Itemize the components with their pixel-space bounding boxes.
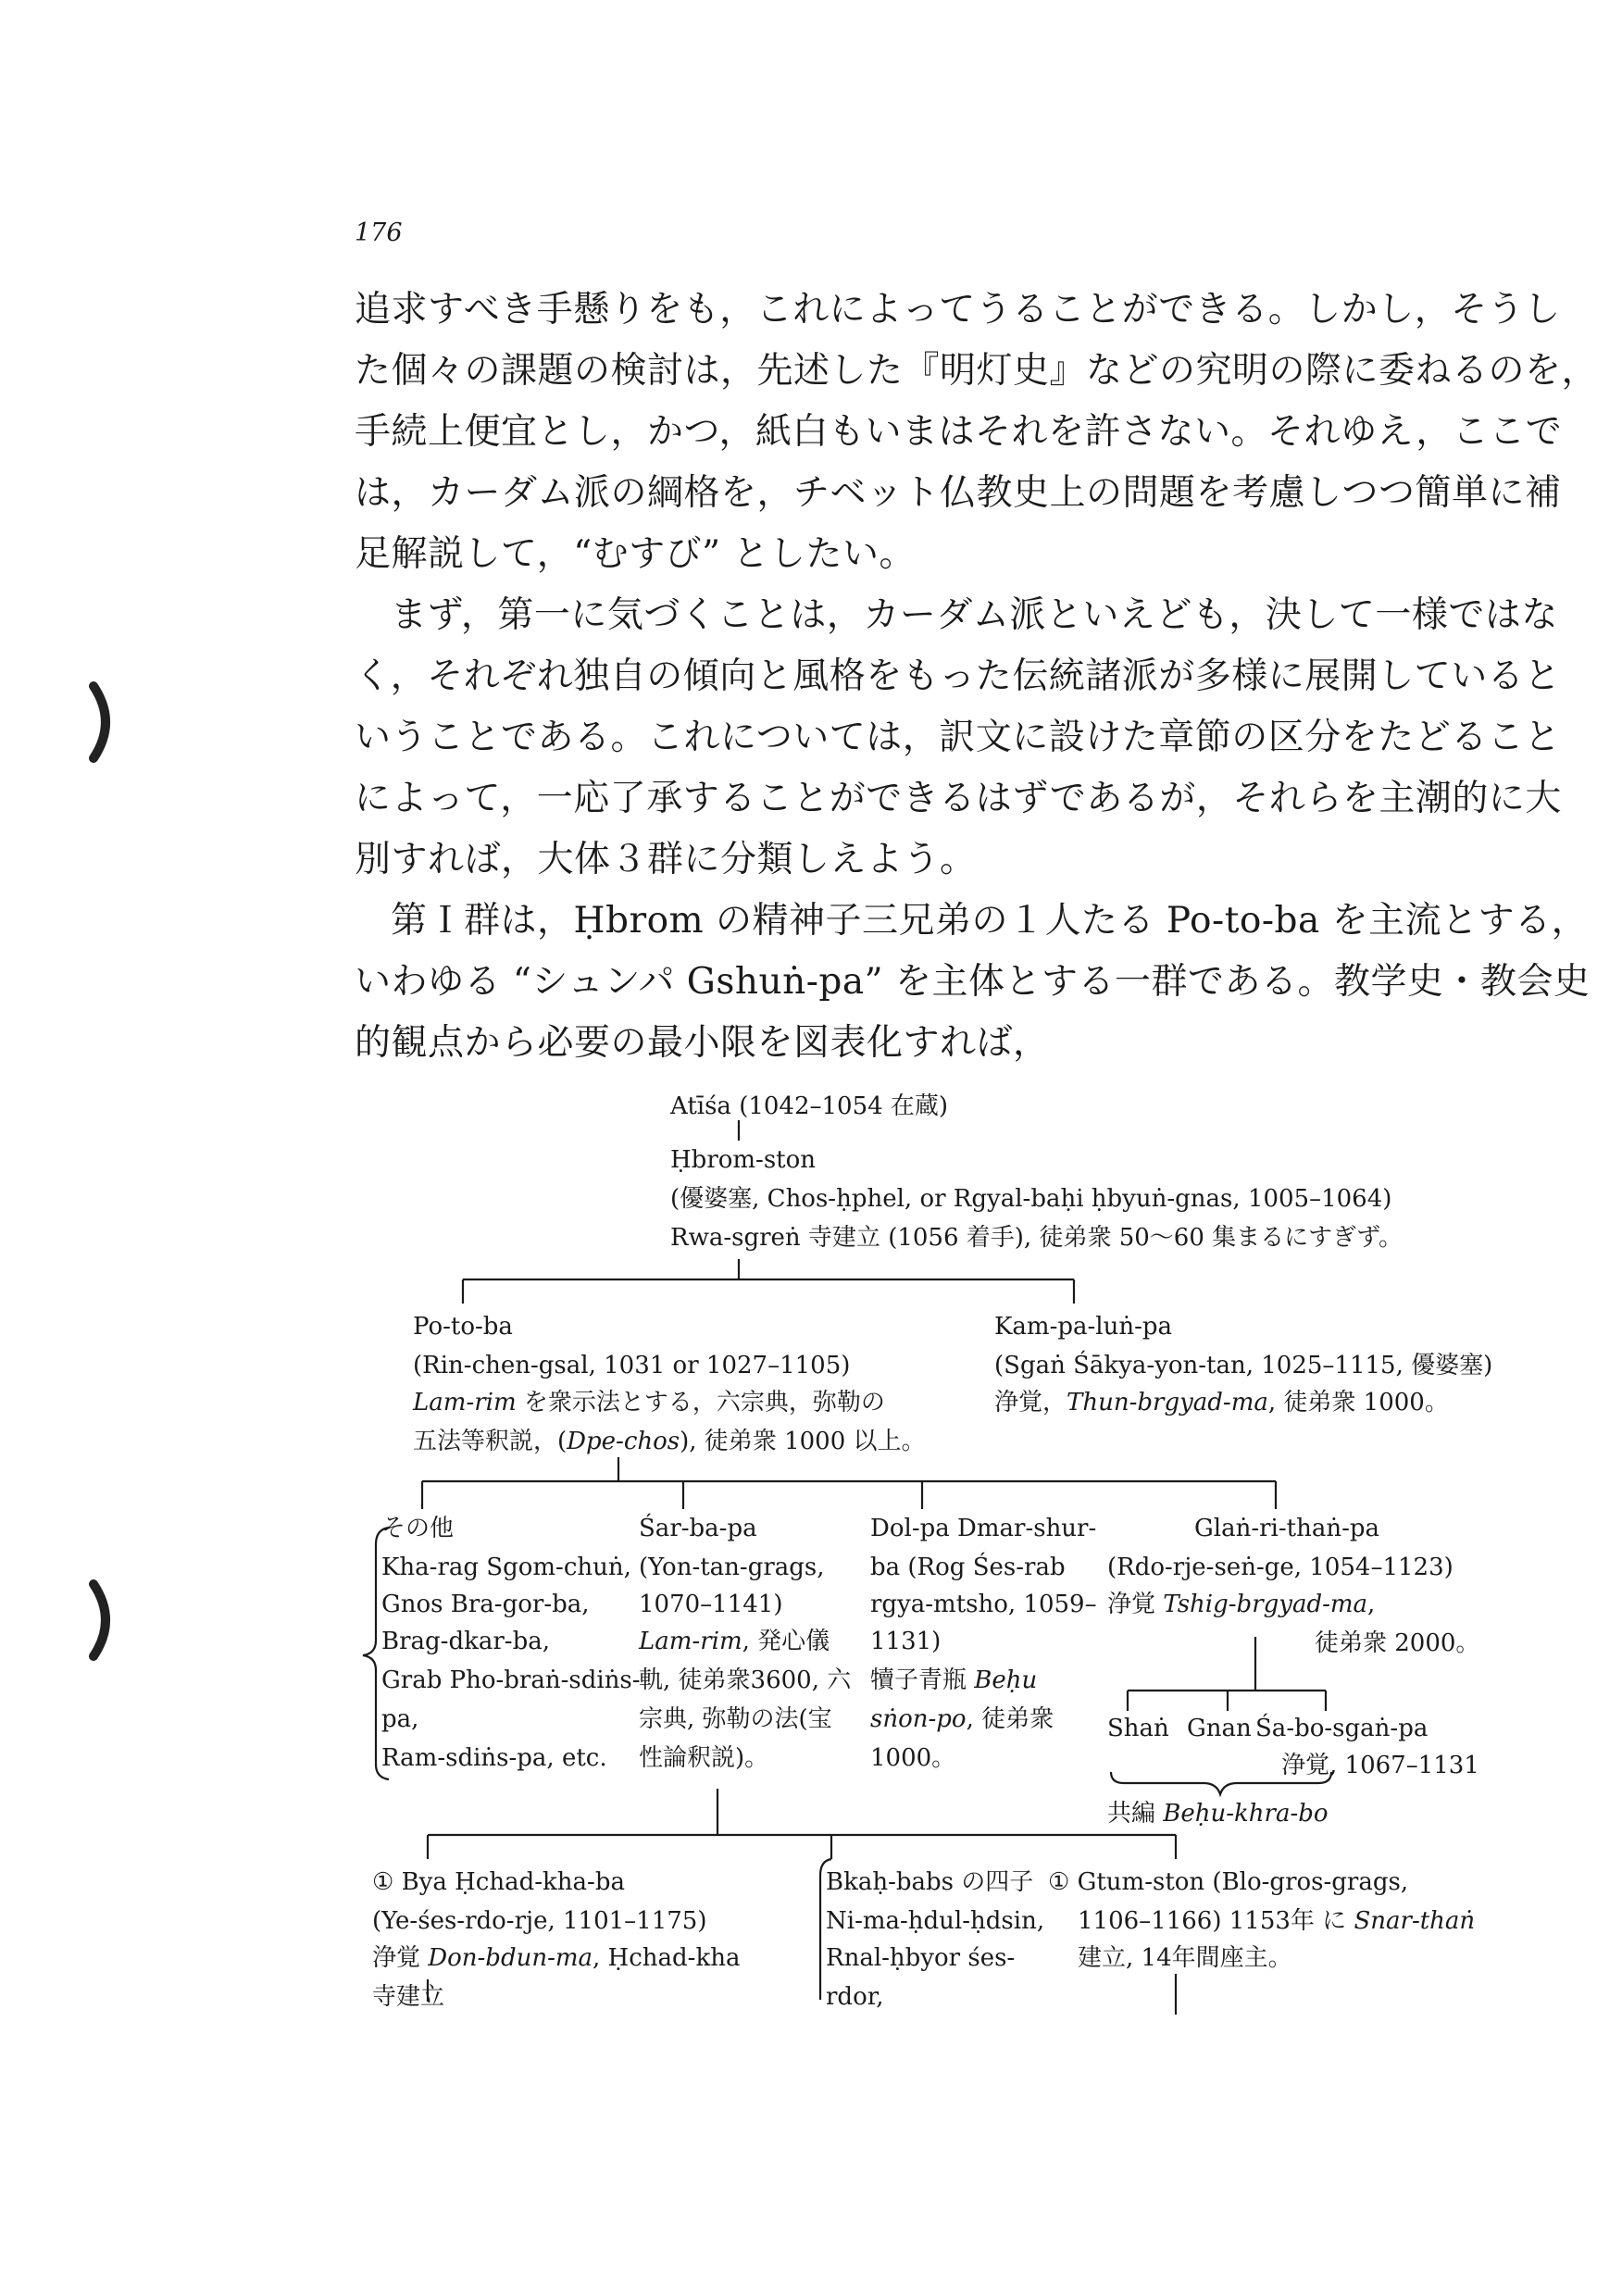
paragraph-3 [355,891,1591,1074]
others-entry: Brag-dkar-ba, [381,1628,550,1655]
others-entry: Gnos Bra-gor-ba, [381,1591,590,1618]
text-line: いわゆる “シュンパ Gshuṅ-pa” を主体とする一群である。教学史・教会史 [355,961,1591,1003]
bya-detail: 寺建立 [372,1983,445,2011]
text-span: 浄覚， [994,1389,1067,1416]
text-line: 第Ｉ群は，Ḥbrom の精神子三兄弟の１人たる Po-to-ba を主流とする， [391,900,1589,942]
title-italic: Beḥu-khra-bo [1163,1800,1329,1828]
potoba-detail [413,1428,926,1455]
text-line: いうことである。これについては，訳文に設けた章節の区分をたどること [355,717,1561,758]
gtum-name: ① Gtum-ston (Blo-gros-grags, [1048,1868,1409,1896]
title-italic: Lam-rim [639,1628,742,1655]
hbrom-detail: Rwa-sgreṅ 寺建立 (1056 着手), 徒弟衆 50〜60 集まるにすぎず。 [670,1224,1404,1252]
text-span: を衆示法とする，六宗典，弥勒の [516,1389,885,1416]
text-span: , Ḥchad-kha [593,1944,741,1972]
bya-detail: (Ye-śes-rdo-rje, 1101–1175) [372,1907,707,1935]
dolpa-name: Dol-pa Dmar-shur- [870,1515,1097,1542]
title-italic: Lam-rim [413,1389,517,1416]
text-span: 五法等釈説，( [413,1428,568,1455]
sarba-detail: 性論釈説)。 [639,1744,769,1772]
text-line: 足解説して，“むすび” としたい。 [355,533,916,575]
text-span: , [1367,1591,1376,1618]
text-span: , 徒弟衆 [966,1705,1054,1733]
title-italic: Snar-thaṅ [1354,1907,1476,1935]
bkah-detail: Rnal-ḥbyor śes- [826,1944,1016,1972]
dolpa-detail [870,1705,1054,1733]
title-italic: Don-bdun-ma [428,1944,593,1972]
title-italic: Dpe-chos [567,1428,680,1455]
bkah-detail: Ni-ma-ḥdul-ḥdsin, [826,1907,1045,1935]
joint-compilation [1107,1800,1329,1828]
title-italic: Beḥu [974,1666,1038,1694]
sarba-detail: 宗典, 弥勒の法(宝 [639,1705,832,1733]
title-italic: Tshig-brgyad-ma [1163,1591,1368,1618]
sarba-detail: 1070–1141) [639,1591,783,1618]
gnan-name: Gnan [1187,1715,1252,1742]
potoba-detail: (Rin-chen-gsal, 1031 or 1027–1105) [413,1352,851,1379]
text-span: ), 徒弟衆 1000 以上。 [680,1428,926,1455]
dolpa-detail: ba (Rog Śes-rab [870,1554,1066,1581]
gtum-detail [1078,1907,1475,1935]
title-italic: sṅon-po [870,1705,967,1733]
text-span: 犢子青瓶 [870,1666,975,1694]
others-entry: Kha-rag Sgom-chuṅ, [381,1554,631,1581]
potoba-name: Po-to-ba [413,1313,513,1341]
body-text [355,280,1599,1074]
sabo-name: Śa-bo-sgaṅ-pa [1255,1715,1429,1742]
others-entry: Grab Pho-braṅ-sdiṅs- [381,1666,641,1694]
kampa-detail: (Sgaṅ Śākya-yon-tan, 1025–1115, 優婆塞) [994,1352,1493,1379]
text-line: 別すれば，大体３群に分類しえよう。 [355,839,977,880]
hbrom-name: Ḥbrom-ston [670,1146,817,1174]
text-line: 手続上便宜とし，かつ，紙白もいまはそれを許さない。それゆえ，ここで [355,411,1563,453]
dolpa-detail: 1000。 [870,1744,956,1772]
kampa-name: Kam-pa-luṅ-pa [994,1313,1173,1341]
text-span: 浄覚 [1107,1591,1164,1618]
others-entry: Ram-sdiṅs-pa, etc. [381,1744,607,1772]
page-number: 176 [355,218,403,247]
others-entry: その他 [381,1515,455,1542]
text-line: た個々の課題の検討は，先述した『明灯史』などの究明の際に委ねるのを， [355,350,1599,392]
sabo-detail: 浄覚, 1067–1131 [1281,1752,1479,1779]
sarba-detail: 軌, 徒弟衆3600, 六 [639,1666,852,1694]
bya-name: ① Bya Ḥchad-kha-ba [372,1868,625,1896]
sarba-detail [639,1628,830,1655]
bya-detail [372,1944,740,1972]
glan-detail: 徒弟衆 2000。 [1315,1629,1480,1657]
gtum-detail: 建立, 14年間座主。 [1078,1944,1292,1972]
text-span: 浄覚 [372,1944,429,1972]
text-span: 共編 [1107,1800,1164,1828]
dolpa-detail: 1131) [870,1628,942,1655]
text-span: 1106–1166) 1153年 に [1078,1907,1354,1935]
glan-detail: (Rdo-rje-seṅ-ge, 1054–1123) [1107,1554,1454,1581]
bkah-detail: rdor, [826,1983,884,2011]
kampa-detail [994,1389,1449,1416]
potoba-detail [413,1389,885,1416]
text-span: , 徒弟衆 1000。 [1267,1389,1449,1416]
dolpa-detail: rgya-mtsho, 1059– [870,1591,1097,1618]
text-line: は，カーダム派の綱格を，チベット仏教史上の問題を考慮しつつ簡単に補 [355,472,1562,514]
title-italic: Thun-brgyad-ma [1067,1389,1268,1416]
glan-detail [1107,1591,1375,1618]
text-line: によって，一応了承することができるはずであるが，それらを主潮的に大 [355,778,1562,819]
binding-shadow-mark [86,680,123,764]
hbrom-detail: (優婆塞, Chos-ḥphel, or Rgyal-baḥi ḥbyuṅ-gnas, 1005–1064) [670,1185,1392,1213]
dolpa-detail [870,1666,1037,1694]
paragraph-2 [355,585,1562,891]
text-line: 的観点から必要の最小限を図表化すれば， [355,1022,1050,1064]
text-line: く，それぞれ独自の傾向と風格をもった伝統諸派が多様に展開していると [355,655,1561,697]
text-span: , 発心儀 [742,1628,830,1655]
others-entry: pa, [381,1705,419,1733]
sarba-detail: (Yon-tan-grags, [639,1554,825,1581]
binding-shadow-mark [86,1578,123,1662]
paragraph-1 [355,280,1599,585]
text-line: 追求すべき手懸りをも，これによってうることができる。しかし，そうし [355,289,1561,331]
shan-name: Shaṅ [1107,1715,1169,1742]
text-line: まず，第一に気づくことは，カーダム派といえども，決して一様ではな [391,594,1558,636]
glan-name: Glaṅ-ri-thaṅ-pa [1194,1515,1380,1542]
sarba-name: Śar-ba-pa [639,1515,757,1542]
bkah-name: Bkaḥ-babs の四子 [826,1868,1034,1896]
atisa-entry: Atīśa (1042–1054 在蔵) [670,1092,949,1120]
